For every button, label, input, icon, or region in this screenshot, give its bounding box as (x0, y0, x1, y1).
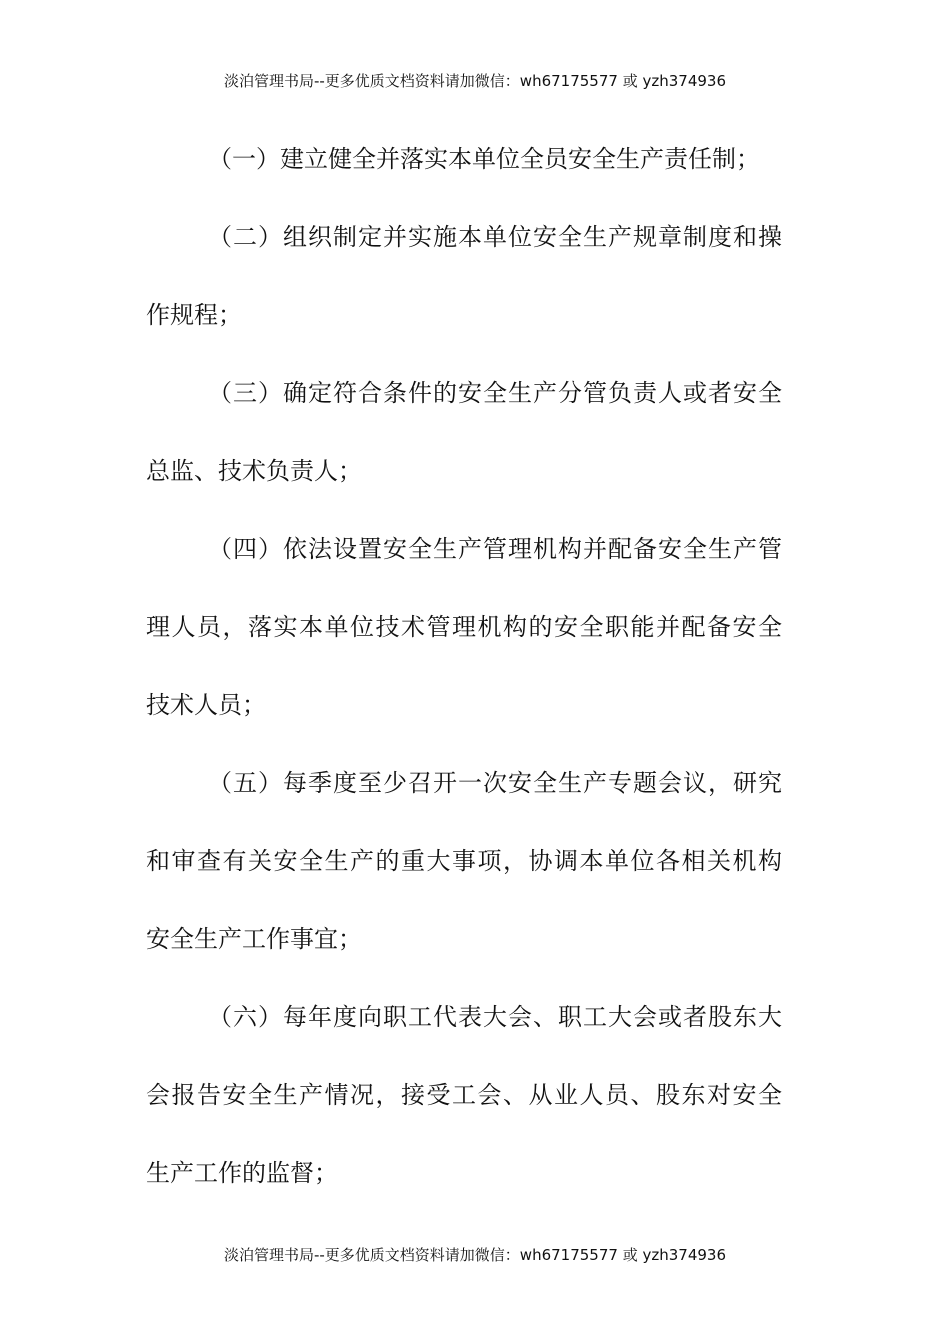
paragraph-line: 会报告安全生产情况，接受工会、从业人员、股东对安全 (146, 1081, 782, 1109)
paragraph-4 (146, 523, 782, 731)
page-footer: 淡泊管理书局--更多优质文档资料请加微信：wh67175577 或 yzh374936 (223, 1246, 726, 1264)
document-body (146, 133, 782, 1199)
paragraph-2 (146, 211, 782, 341)
paragraph-line: 作规程； (146, 301, 242, 329)
paragraph-line: （六）每年度向职工代表大会、职工大会或者股东大 (208, 1003, 782, 1031)
page-header: 淡泊管理书局--更多优质文档资料请加微信：wh67175577 或 yzh374936 (223, 72, 726, 90)
paragraph-1 (146, 133, 782, 185)
paragraph-3 (146, 367, 782, 497)
paragraph-line: 理人员，落实本单位技术管理机构的安全职能并配备安全 (146, 613, 782, 641)
paragraph-line: （三）确定符合条件的安全生产分管负责人或者安全 (208, 379, 782, 407)
paragraph-line: 技术人员； (146, 691, 266, 719)
paragraph-line: （五）每季度至少召开一次安全生产专题会议，研究 (208, 769, 782, 797)
paragraph-line: （二）组织制定并实施本单位安全生产规章制度和操 (208, 223, 782, 251)
paragraph-5 (146, 757, 782, 965)
paragraph-line: 和审查有关安全生产的重大事项，协调本单位各相关机构 (146, 847, 782, 875)
paragraph-line: 总监、技术负责人； (146, 457, 362, 485)
paragraph-line: 生产工作的监督； (146, 1159, 338, 1187)
paragraph-6 (146, 991, 782, 1199)
paragraph-line: （一）建立健全并落实本单位全员安全生产责任制； (208, 145, 760, 173)
paragraph-line: （四）依法设置安全生产管理机构并配备安全生产管 (208, 535, 782, 563)
paragraph-line: 安全生产工作事宜； (146, 925, 362, 953)
